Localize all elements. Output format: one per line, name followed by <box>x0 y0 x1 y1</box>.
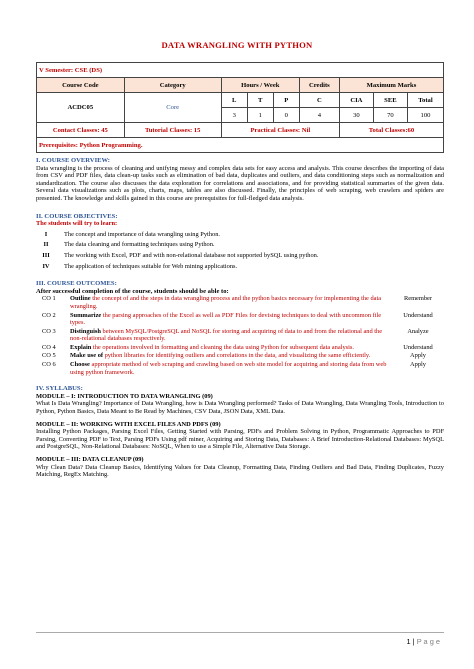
outcome-id: CO 6 <box>42 361 56 369</box>
objective-item <box>36 252 444 260</box>
semester-cell: V Semester: CSE (DS) <box>37 63 444 78</box>
outcome-level: Apply <box>410 352 426 360</box>
objectives-heading: II. COURSE OBJECTIVES: <box>36 212 118 220</box>
document-title: DATA WRANGLING WITH PYTHON <box>161 40 313 50</box>
objective-number: III <box>42 251 50 259</box>
objective-text: The working with Excel, PDF and with non-relational database not supported bySQL using python. <box>64 251 319 259</box>
outcome-text: between MySQL/PostgreSQL and NoSQL for storing and acquiring of data to and from the relational and the non-relational databases respectively. <box>70 327 383 343</box>
outcome-level: Analyze <box>407 327 429 335</box>
page-footer: 1 | P a g e <box>406 637 440 646</box>
see-value: 70 <box>373 108 407 123</box>
outcome-id: CO 4 <box>42 343 56 351</box>
credits-heading: Credits <box>299 78 339 93</box>
outcome-verb: Summarize <box>70 311 102 319</box>
page-label: P a g e <box>416 637 440 646</box>
hours-t-head: T <box>247 93 273 108</box>
max-marks-heading: Maximum Marks <box>339 78 443 93</box>
outcomes-heading: III. COURSE OUTCOMES: <box>36 280 117 288</box>
outcome-id: CO 1 <box>42 295 56 303</box>
outcome-verb: Distinguish <box>70 327 101 335</box>
objective-item <box>36 241 444 249</box>
overview-heading: I. COURSE OVERVIEW: <box>36 157 110 164</box>
see-head: SEE <box>373 93 407 108</box>
outcome-id: CO 3 <box>42 327 56 335</box>
module-text: What Is Data Wrangling? Importance of Data Wrangling, how is Data Wrangling performed? Tasks of Data Wrangling, Data Wrangling Tools, Introduction to Python, Python Basics, Data Meant to Be Read by Machines, CSV Data, JSON Data, XML Data. <box>36 400 444 416</box>
module-text: Why Clean Data? Data Cleanup Basics, Identifying Values for Data Cleanup, Formatting Data, Finding Outliers and Bad Data, Finding Duplicates, Fuzzy Matching, RegEx Matching. <box>36 463 444 479</box>
outcome-verb: Outline <box>70 295 91 303</box>
course-code-value: ACDC05 <box>37 93 125 123</box>
hours-p-head: P <box>273 93 299 108</box>
outcome-level: Understand <box>403 343 433 351</box>
outcome-item <box>36 352 444 360</box>
objectives-intro: The students will try to learn: <box>36 220 118 228</box>
total-classes: Total Classes:60 <box>339 123 443 138</box>
outcome-item <box>36 295 444 310</box>
module-title: MODULE – I: INTRODUCTION TO DATA WRANGLING (09) <box>36 392 213 400</box>
total-head: Total <box>407 93 443 108</box>
prerequisites: Prerequisites: Python Programming. <box>37 138 444 153</box>
category-heading: Category <box>124 78 221 93</box>
hours-p-value: 0 <box>273 108 299 123</box>
footer-rule <box>36 632 444 633</box>
objective-number: I <box>44 230 48 238</box>
module-title: MODULE – III: DATA CLEANUP (09) <box>36 456 144 463</box>
course-code-heading: Course Code <box>37 78 125 93</box>
outcomes-intro: After successful completion of the course, students should be able to: <box>36 287 229 295</box>
outcome-item <box>36 312 444 327</box>
overview-text: Data wrangling is the process of cleaning and unifying messy and complex data sets for easy access and analysis. This course describes the importing of data from CSV and PDF files, data clean-up tasks such as elimination of bad data, duplicates and outliers, and data conditioning steps such as normalization and standardization. The course also discusses the data exploration for correlations and associations, and for providing statistical summaries of the given data. Several data visualizations such as plots, charts, maps, tables are also discussed. Finally, the principles of web scraping, web crawlers and spiders are presented. The knowledge and skills gained in this course are prerequisites for full-fledged data analysis. <box>36 164 444 202</box>
outcome-level: Apply <box>410 361 426 369</box>
hours-t-value: 1 <box>247 108 273 123</box>
total-value: 100 <box>407 108 443 123</box>
hours-l-value: 3 <box>221 108 247 123</box>
category-value: Core <box>124 93 221 123</box>
cia-value: 30 <box>339 108 373 123</box>
credits-value: 4 <box>299 108 339 123</box>
module-title: MODULE – II: WORKING WITH EXCEL FILES AND PDFS (09) <box>36 420 221 428</box>
outcome-verb: Explain <box>70 343 92 351</box>
outcome-text: the parsing approaches of the Excel as well as PDF Files for devising techniques to deal with uncommon file types. <box>70 311 382 327</box>
outcome-text: python libraries for identifying outliers and correlations in the data, and visualizing the same efficiently. <box>103 352 371 360</box>
outcome-level: Remember <box>403 295 433 303</box>
practical-classes: Practical Classes: Nil <box>221 123 339 138</box>
outcome-text: the operations involved in formatting and cleaning the data using Python for subsequent data analysis. <box>91 343 354 351</box>
objective-item <box>36 263 444 271</box>
outcome-level: Understand <box>403 311 433 319</box>
outcome-text: the concept of and the steps in data wrangling process and the python basics necessary for implementing the data wrangling. <box>70 295 382 310</box>
credits-c-head: C <box>299 93 339 108</box>
outcome-item <box>36 328 444 343</box>
outcome-text: appropriate method of web scraping and crawling based on web site model for acquiring and storing data from web using python framework. <box>70 361 387 376</box>
hours-l-head: L <box>221 93 247 108</box>
course-body <box>36 157 444 479</box>
course-header-table <box>36 62 444 153</box>
objective-number: IV <box>42 262 50 270</box>
objective-text: The data cleaning and formatting techniques using Python. <box>64 241 215 249</box>
hours-heading: Hours / Week <box>221 78 299 93</box>
outcome-item <box>36 344 444 352</box>
tutorial-classes: Tutorial Classes: 15 <box>124 123 221 138</box>
objective-item <box>36 231 444 239</box>
contact-classes: Contact Classes: 45 <box>37 123 125 138</box>
outcome-item <box>36 361 444 376</box>
cia-head: CIA <box>339 93 373 108</box>
outcome-id: CO 5 <box>42 352 56 360</box>
page-number: 1 <box>406 637 411 646</box>
objective-text: The application of techniques suitable for Web mining applications. <box>64 262 238 270</box>
objective-number: II <box>43 241 49 249</box>
outcome-verb: Make use of <box>70 352 104 360</box>
syllabus-heading: IV. SYLLABUS: <box>36 385 83 393</box>
module-text: Installing Python Packages, Parsing Excel Files, Getting Started with Parsing, PDFs and Problem Solving in Python, Programmatic Approaches to PDF Parsing, Converting PDF to Text, Parsing PDFs Using pdf miner, Acquiring and Storing Data, Databases: A Brief Introduction-Relational Databases: MySQL and PostgreSQL, Non-Relational Databases: NoSQL, When to use a Simple File, Alternative Data Storage. <box>36 428 444 451</box>
outcome-id: CO 2 <box>42 311 56 319</box>
objective-text: The concept and importance of data wrangling using Python. <box>64 230 220 238</box>
outcome-verb: Choose <box>70 361 90 369</box>
